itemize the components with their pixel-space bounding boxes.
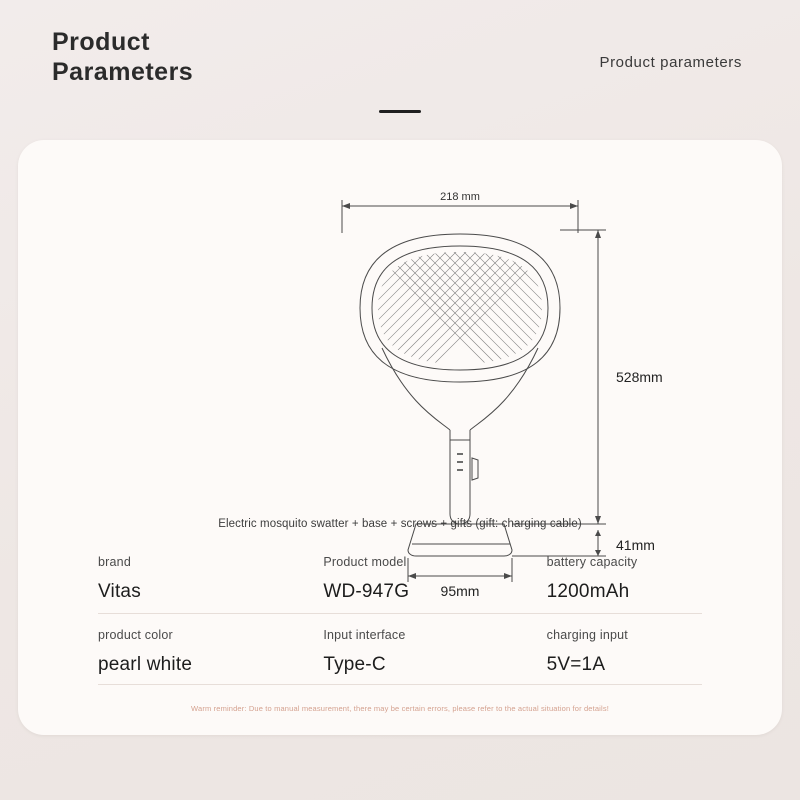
spec-table — [98, 555, 702, 685]
spec-value-color: pearl white — [98, 654, 193, 675]
page-title-line1: Product — [52, 28, 150, 56]
page-title-line2: Parameters — [52, 57, 194, 86]
spec-row-2 — [98, 614, 702, 685]
warm-reminder-footnote: Warm reminder: Due to manual measurement, there may be certain errors, please refer to the actual situation for details! — [191, 704, 609, 713]
spec-label-battery: battery capacity — [546, 555, 638, 569]
spec-cell-brand — [98, 555, 299, 603]
spec-label-charging-input: charging input — [546, 628, 628, 642]
spec-value-input-interface: Type-C — [323, 654, 386, 675]
spec-value-model: WD-947G — [323, 581, 410, 602]
spec-value-charging-input: 5V=1A — [546, 654, 606, 675]
spec-label-model: Product model — [323, 555, 407, 569]
spec-label-input-interface: Input interface — [323, 628, 406, 642]
spec-cell-charging-input — [501, 628, 702, 676]
divider-dash — [379, 110, 421, 113]
spec-card — [18, 140, 782, 735]
page-header — [52, 28, 748, 98]
spec-label-brand: brand — [98, 555, 131, 569]
page-subtitle: Product parameters — [599, 54, 742, 71]
dimension-base-width-label: 95mm — [440, 583, 480, 599]
dimension-base-height-label: 41mm — [616, 537, 655, 553]
spec-cell-input-interface — [299, 628, 500, 676]
package-contents-caption: Electric mosquito swatter + base + screws + gifts (gift: charging cable) — [218, 518, 582, 530]
dimension-height-label: 528mm — [616, 369, 663, 385]
spec-cell-model — [299, 555, 500, 603]
spec-value-battery: 1200mAh — [546, 581, 630, 602]
dimension-width-label: 218 mm — [440, 191, 480, 203]
spec-label-color: product color — [98, 628, 173, 642]
spec-cell-battery — [501, 555, 702, 603]
spec-row-1 — [98, 555, 702, 614]
spec-cell-color — [98, 628, 299, 676]
spec-value-brand: Vitas — [98, 581, 141, 602]
page-title — [52, 28, 352, 87]
